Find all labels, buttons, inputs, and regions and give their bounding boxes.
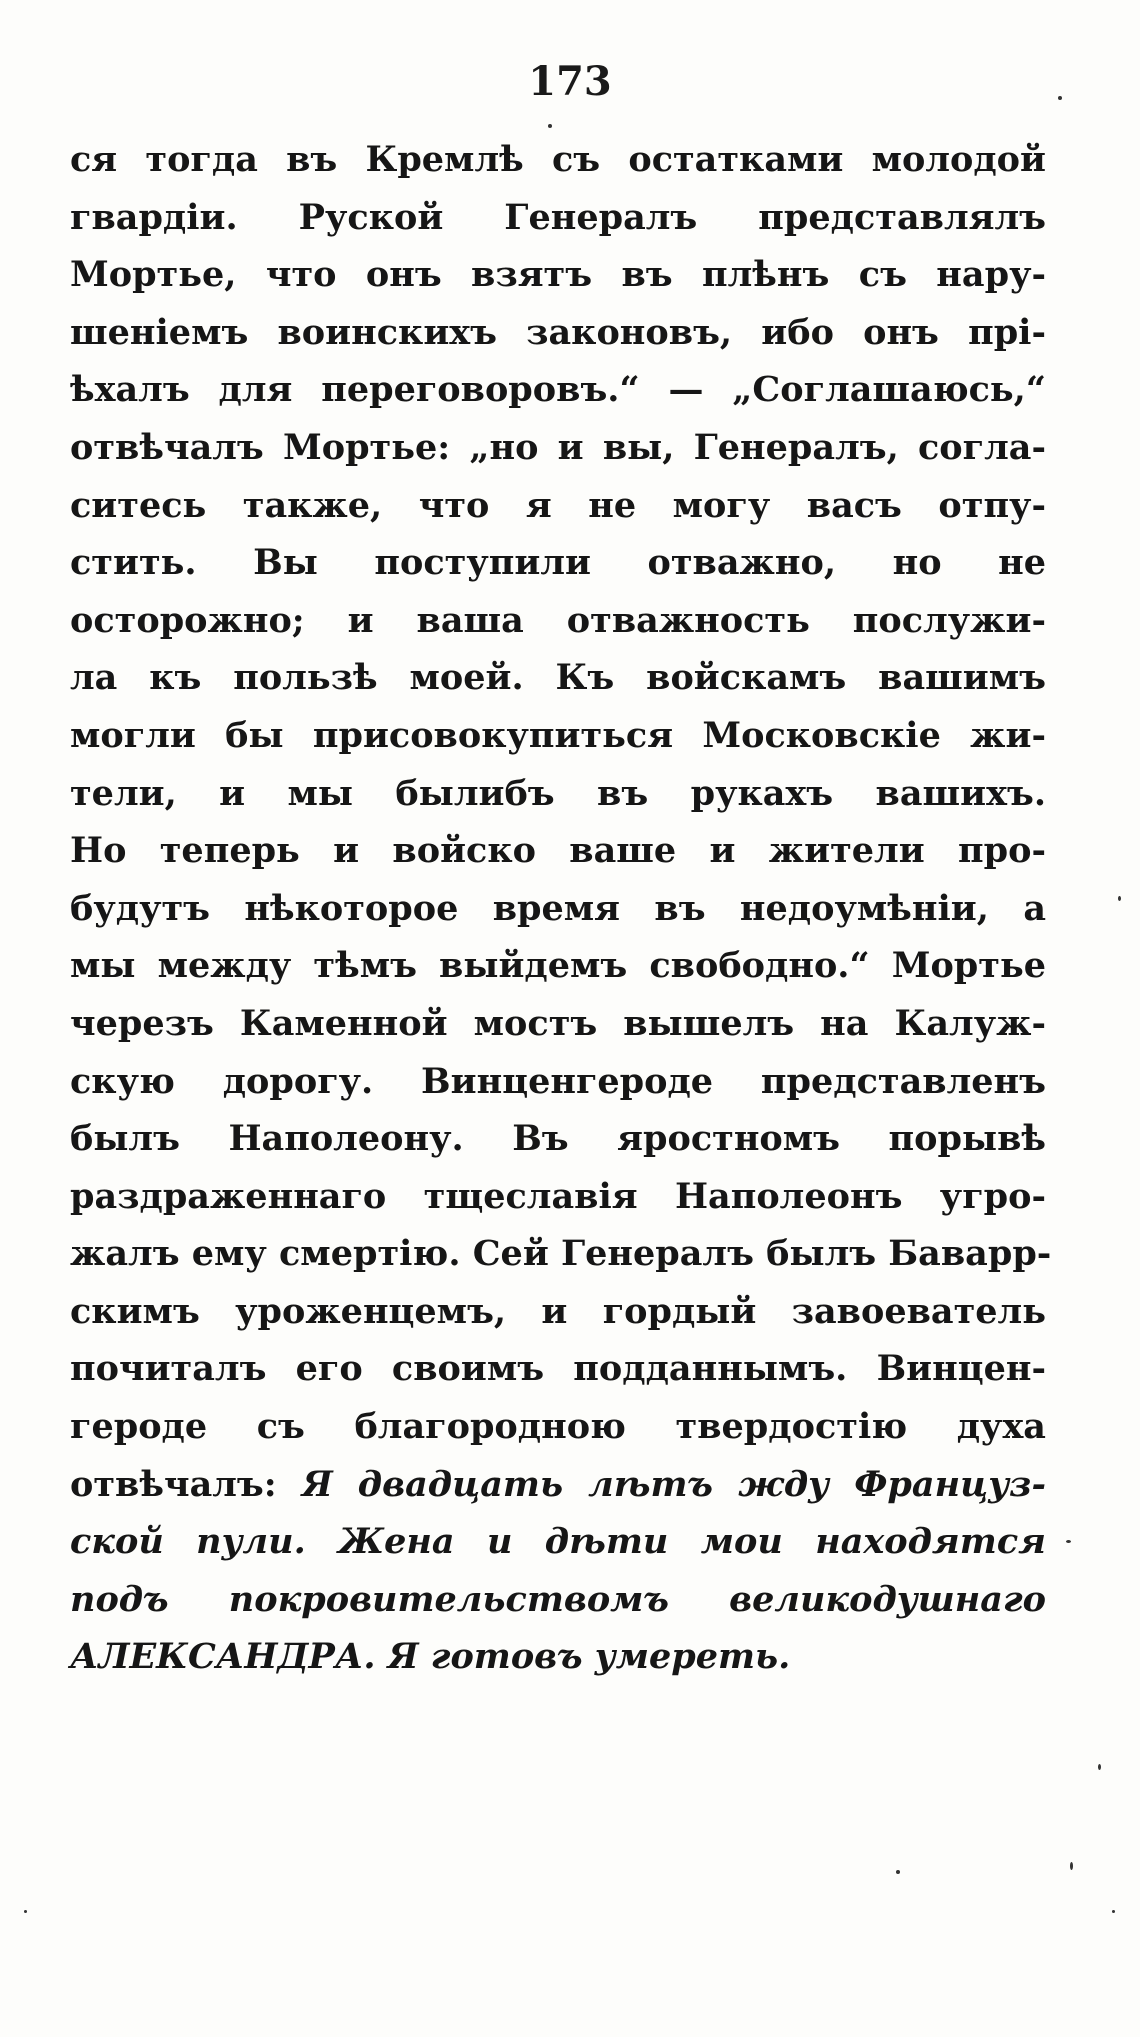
scan-speck — [1118, 896, 1121, 901]
text-line: былъ Наполеону. Въ яростномъ порывѣ — [70, 1118, 1046, 1160]
text-line: отвѣчалъ Мортье: „но и вы, Генералъ, согла- — [70, 426, 1046, 468]
text-run-italic: Я двадцать лѣтъ жду Француз- — [276, 1463, 1046, 1505]
scan-speck — [24, 1910, 27, 1913]
text-line: скимъ уроженцемъ, и гордый завоеватель — [70, 1290, 1046, 1332]
text-line: героде съ благородною твердостію духа — [70, 1406, 1046, 1448]
scan-speck — [1098, 1764, 1101, 1770]
text-line — [70, 1456, 1046, 1514]
scan-speck — [1058, 96, 1062, 100]
text-line: Мортье, что онъ взятъ въ плѣнъ съ нару- — [70, 254, 1046, 296]
text-line: шеніемъ воинскихъ законовъ, ибо онъ прі- — [70, 311, 1046, 353]
text-line: подъ покровительствомъ великодушнаго — [70, 1578, 1046, 1620]
scan-speck — [1066, 1540, 1071, 1543]
text-line: почиталъ его своимъ подданнымъ. Винцен- — [70, 1348, 1046, 1390]
body-text — [70, 131, 1052, 1686]
text-line: АЛЕКСАНДРА. Я готовъ умереть. — [70, 1636, 791, 1678]
text-line: будутъ нѣкоторое время въ недоумѣніи, а — [70, 887, 1046, 929]
text-line: тели, и мы былибъ въ рукахъ вашихъ. — [70, 772, 1046, 814]
text-line: ѣхалъ для переговоровъ.“ — „Соглашаюсь,“ — [70, 369, 1046, 411]
text-run: отвѣчалъ: — [70, 1463, 277, 1505]
text-line: стить. Вы поступили отважно, но не — [70, 542, 1046, 584]
text-line: ской пули. Жена и дѣти мои находятся — [70, 1521, 1046, 1563]
text-line: гвардіи. Руской Генералъ представлялъ — [70, 196, 1046, 238]
text-line: осторожно; и ваша отважность послужи- — [70, 599, 1046, 641]
text-line: раздраженнаго тщеславія Наполеонъ угро- — [70, 1175, 1046, 1217]
scan-speck — [1112, 1910, 1115, 1913]
scan-speck — [1070, 1862, 1073, 1870]
text-line: жалъ ему смертію. Сей Генералъ былъ Баварр- — [70, 1233, 1052, 1275]
text-line: мы между тѣмъ выйдемъ свободно.“ Мортье — [70, 945, 1046, 987]
scan-speck — [896, 1870, 900, 1874]
text-line: черезъ Каменной мостъ вышелъ на Калуж- — [70, 1002, 1046, 1044]
text-line: могли бы присовокупиться Московскіе жи- — [70, 714, 1046, 756]
page-number: 173 — [528, 58, 612, 105]
text-line: ситесь также, что я не могу васъ отпу- — [70, 484, 1046, 526]
text-line: ся тогда въ Кремлѣ съ остатками молодой — [70, 139, 1046, 180]
text-line: Но теперь и войско ваше и жители про- — [70, 830, 1046, 872]
scan-speck — [548, 124, 552, 128]
text-line: ла къ пользѣ моей. Къ войскамъ вашимъ — [70, 657, 1046, 699]
text-line: скую дорогу. Винценгероде представленъ — [70, 1060, 1046, 1102]
